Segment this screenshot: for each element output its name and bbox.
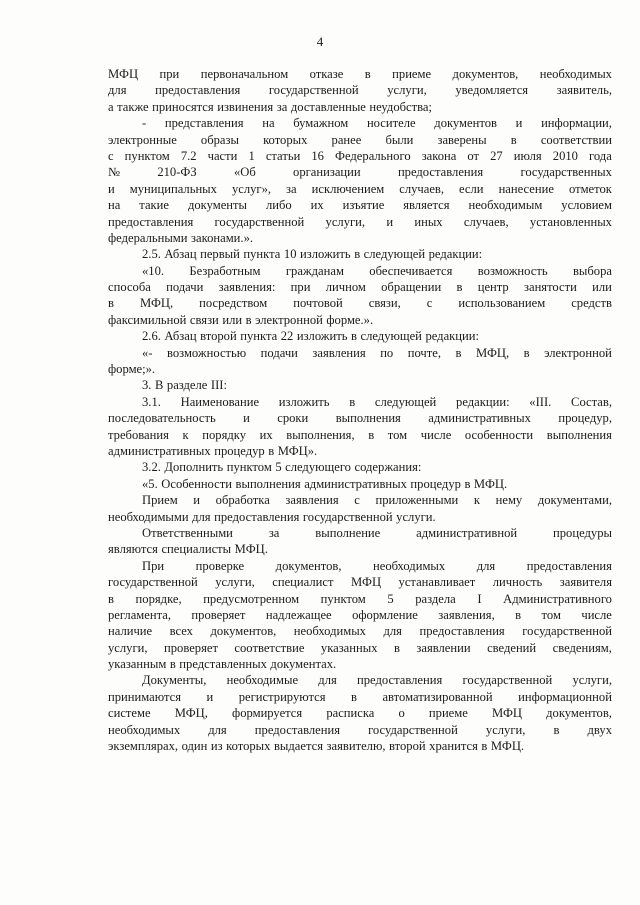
text-line: - представления на бумажном носителе документов и информации, (142, 116, 612, 131)
text-line: административных процедур в МФЦ». (108, 443, 318, 458)
text-line: «- возможностью подачи заявления по почте, в МФЦ, в электронной (142, 345, 612, 360)
text-line: № 210-ФЗ «Об организации предоставления государственных (108, 165, 612, 180)
text-line: наличие всех документов, необходимых для предоставления государственной (108, 624, 612, 639)
text-line: Документы, необходимые для предоставления государственной услуги, (142, 673, 612, 688)
text-line: форме;». (108, 362, 156, 377)
text-line: необходимыми для предоставления государственной услуги. (108, 509, 436, 524)
text-line: требования к порядку их выполнения, в том числе особенности выполнения (108, 427, 612, 442)
document-body (108, 66, 612, 754)
text-line: 2.5. Абзац первый пункта 10 изложить в следующей редакции: (142, 247, 483, 262)
text-line: в порядке, предусмотренном пунктом 5 раздела I Административного (108, 591, 612, 606)
text-line: факсимильной связи или в электронной форме.». (108, 312, 374, 327)
text-line: последовательность и сроки выполнения административных процедур, (108, 411, 612, 426)
text-line: федеральными законами.». (108, 230, 254, 245)
text-line: для предоставления государственной услуги, уведомляется заявитель, (108, 83, 612, 98)
text-line: «10. Безработным гражданам обеспечивается возможность выбора (142, 263, 612, 278)
text-line: экземплярах, один из которых выдается заявителю, второй хранится в МФЦ. (108, 739, 525, 754)
text-line: в МФЦ, посредством почтовой связи, с использованием средств (108, 296, 612, 311)
text-line: 3.2. Дополнить пунктом 5 следующего содержания: (142, 460, 422, 475)
text-line: на такие документы либо их изъятие является необходимым условием (108, 198, 612, 213)
text-line: способа подачи заявления: при личном обращении в центр занятости или (108, 280, 612, 295)
text-line: Прием и обработка заявления с приложенными к нему документами, (142, 493, 612, 508)
text-line: «5. Особенности выполнения административных процедур в МФЦ. (142, 476, 508, 491)
text-line: а также приносятся извинения за доставленные неудобства; (108, 99, 432, 114)
text-line: указанным в представленных документах. (108, 657, 337, 672)
text-line: предоставления государственной услуги, и иных случаев, установленных (108, 214, 612, 229)
text-line: необходимых для предоставления государственной услуги, в двух (108, 722, 612, 737)
text-line: регламента, проверяет надлежащее оформление заявления, в том числе (108, 607, 612, 622)
page-number: 4 (316, 34, 324, 49)
text-line: Ответственными за выполнение административной процедуры (142, 525, 612, 540)
text-line: 3.1. Наименование изложить в следующей редакции: «III. Состав, (142, 394, 612, 409)
text-line: с пунктом 7.2 части 1 статьи 16 Федерального закона от 27 июля 2010 года (108, 148, 612, 163)
text-line: услуги, проверяет соответствие указанных в заявлении сведений сведениям, (108, 640, 612, 655)
text-line: и муниципальных услуг», за исключением случаев, если нанесение отметок (108, 181, 612, 196)
text-line: системе МФЦ, формируется расписка о приеме МФЦ документов, (108, 706, 612, 721)
text-line: государственной услуги, специалист МФЦ устанавливает личность заявителя (108, 575, 612, 590)
text-line: являются специалисты МФЦ. (108, 542, 268, 557)
text-line: принимаются и регистрируются в автоматизированной информационной (108, 689, 612, 704)
text-line: При проверке документов, необходимых для предоставления (142, 558, 612, 573)
text-line: электронные образы которых ранее были заверены в соответствии (108, 132, 612, 147)
text-line: 2.6. Абзац второй пункта 22 изложить в следующей редакции: (142, 329, 479, 344)
text-line: 3. В разделе III: (142, 378, 228, 393)
text-line: МФЦ при первоначальном отказе в приеме документов, необходимых (108, 67, 612, 81)
